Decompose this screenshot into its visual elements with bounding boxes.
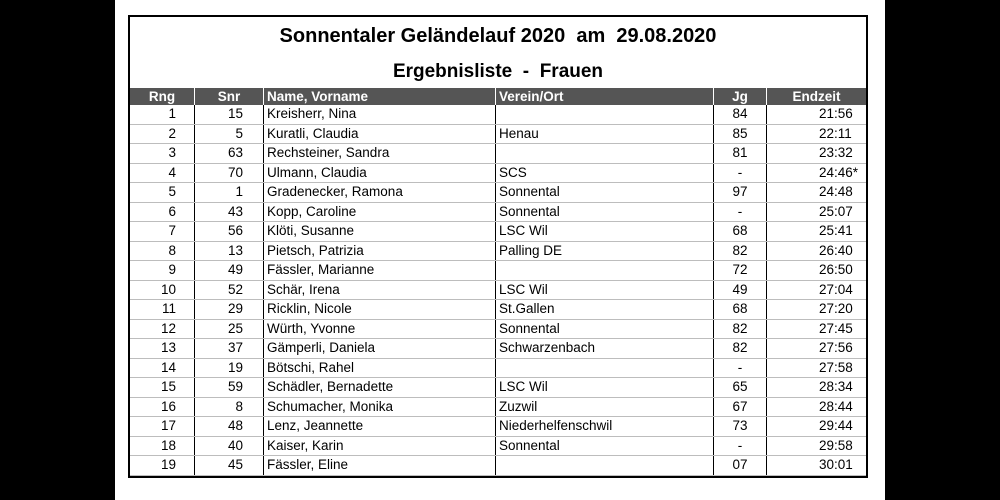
cell-rank: 19 <box>130 456 195 476</box>
cell-year: 49 <box>714 280 767 300</box>
column-header-club: Verein/Ort <box>496 88 714 105</box>
cell-time: 26:40 <box>767 241 867 261</box>
cell-rank: 15 <box>130 378 195 398</box>
cell-name: Gradenecker, Ramona <box>264 183 496 203</box>
cell-name: Fässler, Eline <box>264 456 496 476</box>
table-row <box>130 456 866 476</box>
cell-start-number: 45 <box>195 456 264 476</box>
cell-start-number: 19 <box>195 358 264 378</box>
table-row <box>130 436 866 456</box>
cell-club: Zuzwil <box>496 397 714 417</box>
cell-name: Kaiser, Karin <box>264 436 496 456</box>
cell-start-number: 15 <box>195 105 264 124</box>
cell-name: Schär, Irena <box>264 280 496 300</box>
cell-club: Palling DE <box>496 241 714 261</box>
table-row <box>130 417 866 437</box>
cell-start-number: 29 <box>195 300 264 320</box>
cell-time: 27:45 <box>767 319 867 339</box>
cell-year: 65 <box>714 378 767 398</box>
cell-club: Henau <box>496 124 714 144</box>
cell-year: - <box>714 436 767 456</box>
table-row <box>130 202 866 222</box>
table-row <box>130 105 866 124</box>
cell-club: Schwarzenbach <box>496 339 714 359</box>
cell-time: 24:48 <box>767 183 867 203</box>
cell-start-number: 48 <box>195 417 264 437</box>
cell-year: 67 <box>714 397 767 417</box>
cell-time: 21:56 <box>767 105 867 124</box>
results-table <box>130 88 866 476</box>
table-row <box>130 319 866 339</box>
cell-year: 84 <box>714 105 767 124</box>
cell-rank: 11 <box>130 300 195 320</box>
cell-year: 73 <box>714 417 767 437</box>
cell-rank: 1 <box>130 105 195 124</box>
cell-name: Bötschi, Rahel <box>264 358 496 378</box>
cell-rank: 6 <box>130 202 195 222</box>
cell-year: - <box>714 358 767 378</box>
cell-start-number: 8 <box>195 397 264 417</box>
cell-rank: 5 <box>130 183 195 203</box>
cell-club <box>496 456 714 476</box>
results-table-body <box>130 105 866 475</box>
table-header-row <box>130 88 866 105</box>
cell-club: LSC Wil <box>496 378 714 398</box>
cell-rank: 4 <box>130 163 195 183</box>
cell-start-number: 49 <box>195 261 264 281</box>
cell-time: 27:58 <box>767 358 867 378</box>
cell-name: Gämperli, Daniela <box>264 339 496 359</box>
cell-rank: 14 <box>130 358 195 378</box>
column-header-start-number: Snr <box>195 88 264 105</box>
cell-start-number: 70 <box>195 163 264 183</box>
cell-rank: 18 <box>130 436 195 456</box>
cell-year: 97 <box>714 183 767 203</box>
cell-club: LSC Wil <box>496 222 714 242</box>
cell-year: - <box>714 202 767 222</box>
cell-rank: 2 <box>130 124 195 144</box>
page-subtitle: Ergebnisliste - Frauen <box>392 61 604 82</box>
cell-rank: 7 <box>130 222 195 242</box>
cell-time: 24:46* <box>767 163 867 183</box>
cell-year: - <box>714 163 767 183</box>
document-page <box>115 0 885 500</box>
cell-rank: 17 <box>130 417 195 437</box>
cell-rank: 3 <box>130 144 195 164</box>
cell-club: Sonnental <box>496 202 714 222</box>
cell-time: 29:44 <box>767 417 867 437</box>
cell-time: 25:07 <box>767 202 867 222</box>
cell-club <box>496 358 714 378</box>
cell-name: Würth, Yvonne <box>264 319 496 339</box>
cell-name: Fässler, Marianne <box>264 261 496 281</box>
cell-name: Schumacher, Monika <box>264 397 496 417</box>
cell-rank: 16 <box>130 397 195 417</box>
cell-start-number: 25 <box>195 319 264 339</box>
cell-time: 25:41 <box>767 222 867 242</box>
cell-year: 82 <box>714 319 767 339</box>
cell-year: 81 <box>714 144 767 164</box>
cell-club: Sonnental <box>496 183 714 203</box>
cell-start-number: 40 <box>195 436 264 456</box>
cell-rank: 13 <box>130 339 195 359</box>
cell-rank: 12 <box>130 319 195 339</box>
column-header-rank: Rng <box>130 88 195 105</box>
cell-year: 68 <box>714 300 767 320</box>
cell-start-number: 5 <box>195 124 264 144</box>
cell-start-number: 13 <box>195 241 264 261</box>
cell-start-number: 37 <box>195 339 264 359</box>
cell-name: Ricklin, Nicole <box>264 300 496 320</box>
cell-time: 28:44 <box>767 397 867 417</box>
table-row <box>130 339 866 359</box>
table-row <box>130 124 866 144</box>
cell-name: Lenz, Jeannette <box>264 417 496 437</box>
cell-year: 85 <box>714 124 767 144</box>
cell-rank: 9 <box>130 261 195 281</box>
cell-start-number: 52 <box>195 280 264 300</box>
cell-name: Ulmann, Claudia <box>264 163 496 183</box>
cell-year: 82 <box>714 339 767 359</box>
cell-club: Sonnental <box>496 319 714 339</box>
cell-start-number: 63 <box>195 144 264 164</box>
cell-name: Klöti, Susanne <box>264 222 496 242</box>
cell-time: 29:58 <box>767 436 867 456</box>
cell-time: 27:20 <box>767 300 867 320</box>
table-row <box>130 222 866 242</box>
table-row <box>130 261 866 281</box>
cell-start-number: 43 <box>195 202 264 222</box>
cell-time: 27:04 <box>767 280 867 300</box>
table-row <box>130 280 866 300</box>
cell-start-number: 56 <box>195 222 264 242</box>
cell-club: Niederhelfenschwil <box>496 417 714 437</box>
cell-club <box>496 261 714 281</box>
cell-name: Kreisherr, Nina <box>264 105 496 124</box>
cell-rank: 8 <box>130 241 195 261</box>
cell-club: LSC Wil <box>496 280 714 300</box>
cell-start-number: 1 <box>195 183 264 203</box>
table-row <box>130 144 866 164</box>
cell-name: Schädler, Bernadette <box>264 378 496 398</box>
column-header-time: Endzeit <box>767 88 867 105</box>
cell-time: 27:56 <box>767 339 867 359</box>
cell-club <box>496 105 714 124</box>
cell-name: Kopp, Caroline <box>264 202 496 222</box>
table-row <box>130 397 866 417</box>
cell-rank: 10 <box>130 280 195 300</box>
cell-club: St.Gallen <box>496 300 714 320</box>
cell-time: 26:50 <box>767 261 867 281</box>
cell-time: 23:32 <box>767 144 867 164</box>
cell-club: Sonnental <box>496 436 714 456</box>
table-row <box>130 163 866 183</box>
cell-name: Pietsch, Patrizia <box>264 241 496 261</box>
table-row <box>130 358 866 378</box>
cell-year: 68 <box>714 222 767 242</box>
table-row <box>130 378 866 398</box>
cell-year: 72 <box>714 261 767 281</box>
page-title: Sonnentaler Geländelauf 2020 am 29.08.2020 <box>279 25 717 47</box>
cell-club: SCS <box>496 163 714 183</box>
cell-club <box>496 144 714 164</box>
cell-year: 82 <box>714 241 767 261</box>
cell-name: Kuratli, Claudia <box>264 124 496 144</box>
table-row <box>130 183 866 203</box>
column-header-name: Name, Vorname <box>264 88 496 105</box>
cell-year: 07 <box>714 456 767 476</box>
cell-time: 28:34 <box>767 378 867 398</box>
table-row <box>130 300 866 320</box>
column-header-year: Jg <box>714 88 767 105</box>
table-row <box>130 241 866 261</box>
cell-time: 30:01 <box>767 456 867 476</box>
cell-start-number: 59 <box>195 378 264 398</box>
results-sheet <box>128 15 868 478</box>
cell-time: 22:11 <box>767 124 867 144</box>
cell-name: Rechsteiner, Sandra <box>264 144 496 164</box>
